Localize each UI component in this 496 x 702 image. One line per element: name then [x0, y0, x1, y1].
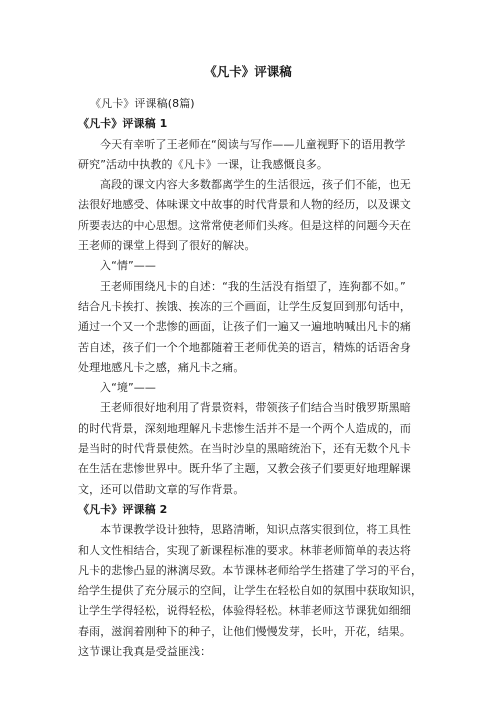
paragraph-line: 今天有幸听了王老师在“阅读与写作——儿童视野下的语用教学 — [100, 137, 406, 151]
paragraph-line: 这节课让我真是受益匪浅： — [78, 645, 212, 659]
paragraph-line: 王老师围绕凡卡的自述：“我的生活没有指望了，连狗都不如。” — [100, 279, 406, 293]
paragraph-line: 通过一个又一个悲惨的画面，让孩子们一遍又一遍地呐喊出凡卡的痛 — [78, 320, 411, 334]
document-title: 《凡卡》评课稿 — [204, 64, 292, 79]
paragraph-line: 在生活在悲惨世界中。既升华了主题，又教会孩子们要更好地理解课 — [78, 462, 411, 476]
subheading-ru-qing: 入“情”—— — [100, 259, 156, 273]
paragraph-line: 高段的课文内容大多数都离学生的生活很远，孩子们不能，也无 — [100, 178, 411, 192]
paragraph-line: 结合凡卡挨打、挨饿、挨冻的三个画面，让学生反复回到那句话中， — [78, 299, 411, 313]
paragraph-line: 王老师的课堂上得到了很好的解决。 — [78, 239, 256, 253]
paragraph-line: 春雨，滋润着刚种下的种子，让他们慢慢发芽，长叶，开花，结果。 — [78, 624, 411, 638]
document-subtitle: 《凡卡》评课稿(8篇) — [90, 97, 195, 110]
paragraph-line: 王老师很好地利用了背景资料，带领孩子们结合当时俄罗斯黑暗 — [100, 401, 411, 415]
paragraph-line: 和人文性相结合，实现了新课程标准的要求。林菲老师简单的表达将 — [78, 543, 411, 557]
paragraph-line: 苦自述，孩子们一个个地都随着王老师优美的语言，精炼的话语舍身 — [78, 340, 411, 354]
paragraph-line: 给学生提供了充分展示的空间，让学生在轻松自如的氛围中获取知识， — [78, 584, 423, 598]
document-body — [78, 94, 423, 662]
paragraph-line: 处理地感凡卡之感，痛凡卡之痛。 — [78, 360, 245, 374]
section-heading-2: 《凡卡》评课稿 2 — [78, 502, 168, 516]
paragraph-line: 的时代背景，深刻地理解凡卡悲惨生活并不是一个两个人造成的，而 — [78, 421, 411, 435]
paragraph-line: 文，还可以借助文章的写作背景。 — [78, 482, 245, 496]
paragraph-line: 法很好地感受、体味课文中故事的时代背景和人物的经历，以及课文 — [78, 198, 411, 212]
paragraph-line: 本节课教学设计独特，思路清晰，知识点落实很到位，将工具性 — [100, 523, 411, 537]
section-heading-1: 《凡卡》评课稿 1 — [78, 117, 168, 131]
paragraph-line: 是当时的时代背景使然。在当时沙皇的黑暗统治下，还有无数个凡卡 — [78, 442, 411, 456]
paragraph-line: 所要表达的中心思想。这常常使老师们头疼。但是这样的问题今天在 — [78, 218, 411, 232]
paragraph-line: 让学生学得轻松，说得轻松，体验得轻松。林菲老师这节课犹如细细 — [78, 604, 411, 618]
paragraph-line: 研究”活动中执教的《凡卡》一课，让我感慨良多。 — [78, 157, 328, 171]
paragraph-line: 凡卡的悲惨凸显的淋漓尽致。本节课林老师给学生搭建了学习的平台， — [78, 563, 423, 577]
subheading-ru-jing: 入“境”—— — [100, 381, 156, 395]
